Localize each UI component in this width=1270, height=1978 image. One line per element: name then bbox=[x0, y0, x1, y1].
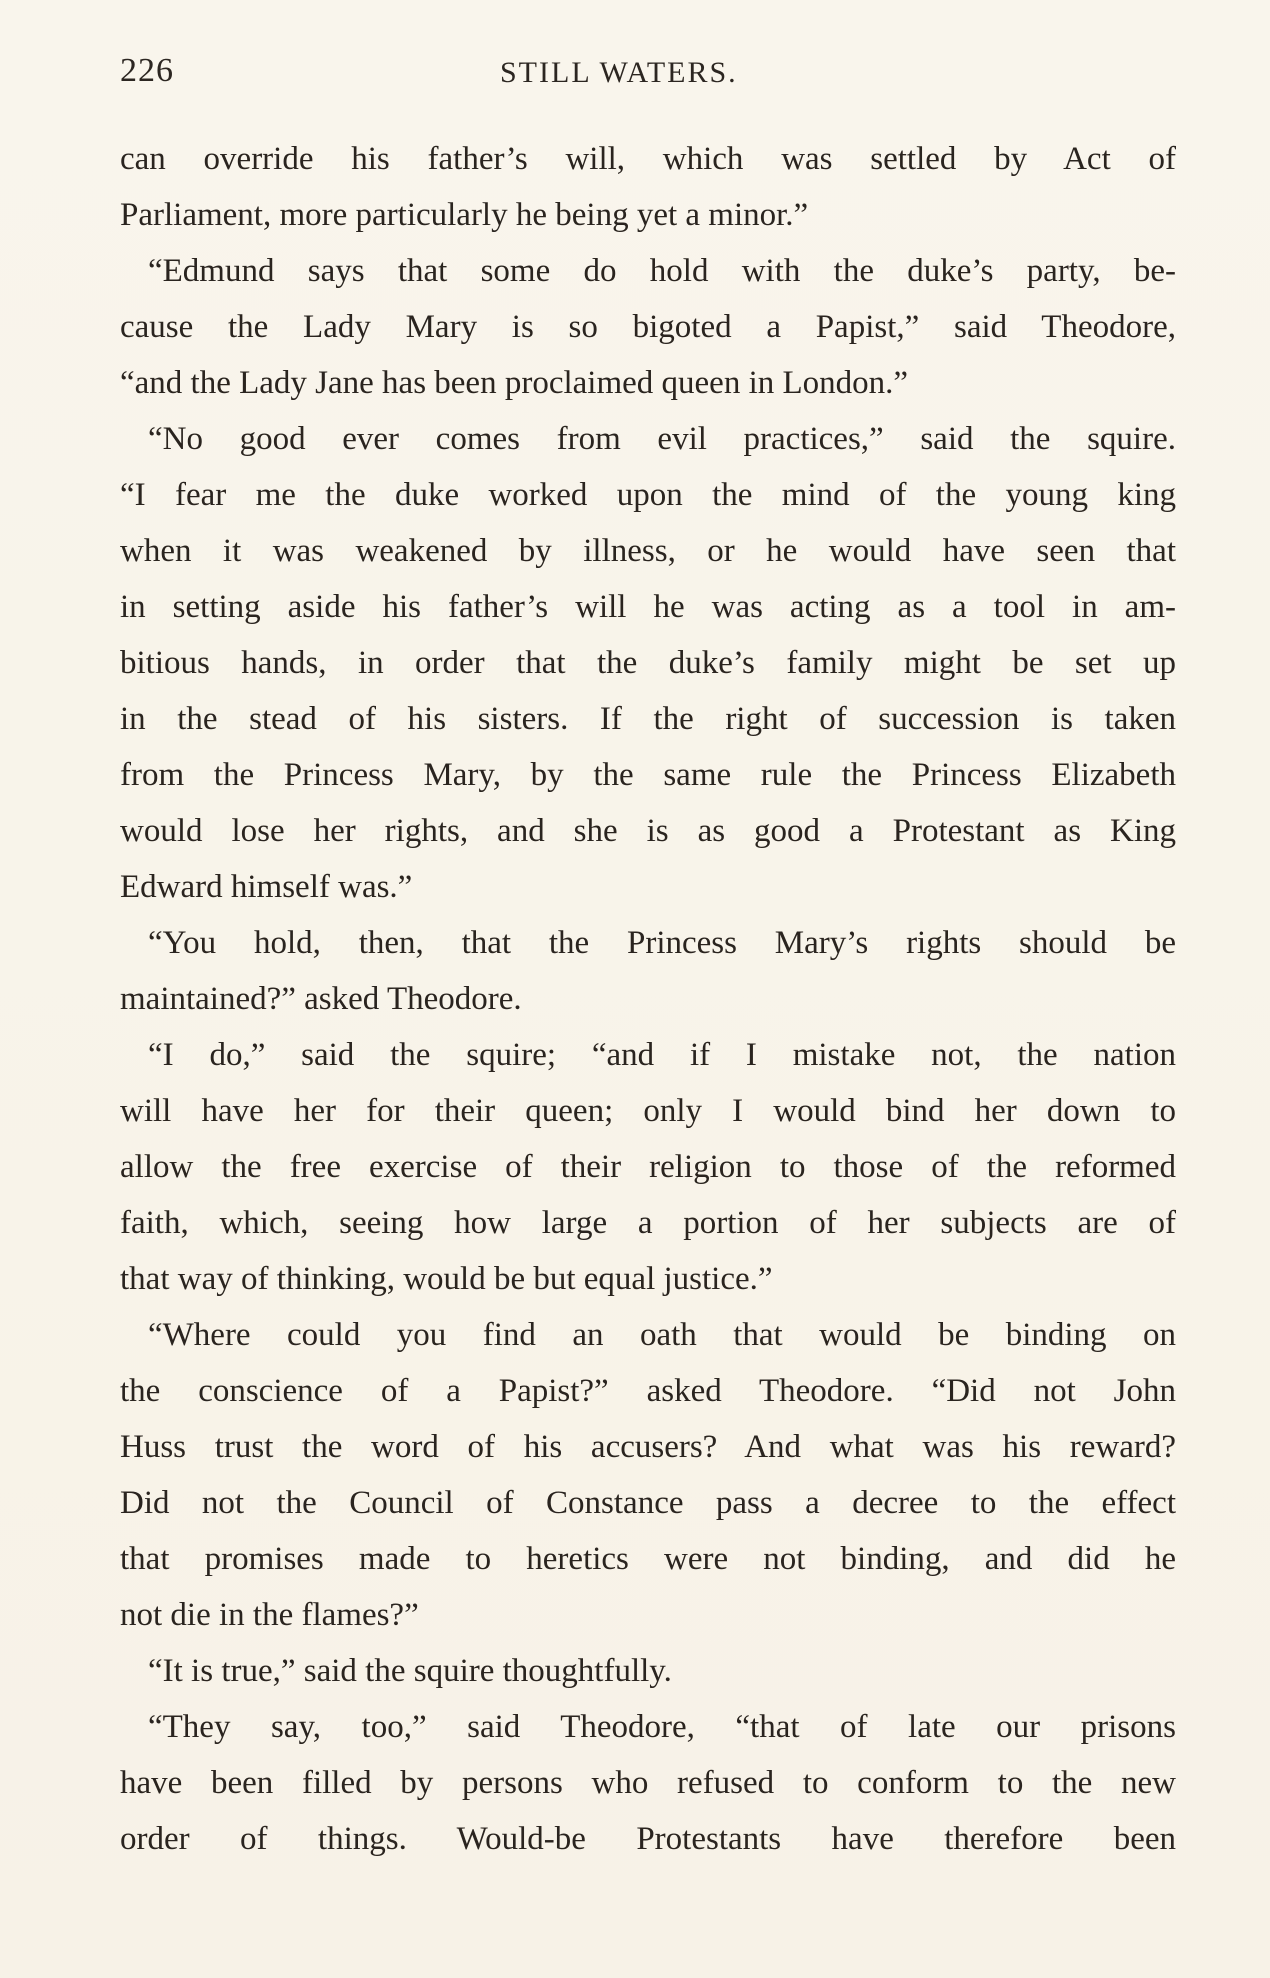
running-head: STILL WATERS. bbox=[500, 56, 738, 89]
text-line: can override his father’s will, which was settled by Act of bbox=[120, 141, 1176, 177]
text-line: would lose her rights, and she is as good a Protestant as King bbox=[120, 813, 1176, 849]
text-line: maintained?” asked Theodore. bbox=[120, 981, 522, 1017]
text-line: cause the Lady Mary is so bigoted a Papist,” said Theodore, bbox=[120, 309, 1176, 345]
text-line: have been filled by persons who refused to conform to the new bbox=[120, 1765, 1176, 1801]
text-line: from the Princess Mary, by the same rule the Princess Elizabeth bbox=[120, 757, 1176, 793]
page-number: 226 bbox=[120, 52, 174, 89]
text-line: Parliament, more particularly he being yet a minor.” bbox=[120, 197, 809, 233]
text-line: in setting aside his father’s will he was acting as a tool in am- bbox=[120, 589, 1176, 625]
text-line: that promises made to heretics were not binding, and did he bbox=[120, 1541, 1176, 1577]
text-line: Edward himself was.” bbox=[120, 869, 413, 905]
text-line: “and the Lady Jane has been proclaimed queen in London.” bbox=[120, 365, 909, 401]
text-line: allow the free exercise of their religion to those of the reformed bbox=[120, 1149, 1176, 1185]
text-line: “Where could you find an oath that would be binding on bbox=[148, 1317, 1176, 1353]
text-line: “No good ever comes from evil practices,” said the squire. bbox=[148, 421, 1176, 457]
text-line: “They say, too,” said Theodore, “that of late our prisons bbox=[148, 1709, 1176, 1745]
text-line: “I fear me the duke worked upon the mind of the young king bbox=[120, 477, 1176, 513]
text-line: the conscience of a Papist?” asked Theodore. “Did not John bbox=[120, 1373, 1176, 1409]
text-line: “Edmund says that some do hold with the duke’s party, be- bbox=[148, 253, 1176, 289]
text-line: “It is true,” said the squire thoughtfully. bbox=[148, 1653, 672, 1689]
text-line: Huss trust the word of his accusers? And what was his reward? bbox=[120, 1429, 1176, 1465]
body-text bbox=[120, 131, 1176, 1867]
page-header bbox=[120, 52, 1180, 102]
text-line: that way of thinking, would be but equal justice.” bbox=[120, 1261, 773, 1297]
text-line: in the stead of his sisters. If the right of succession is taken bbox=[120, 701, 1176, 737]
text-line: order of things. Would-be Protestants have therefore been bbox=[120, 1821, 1176, 1857]
text-line: Did not the Council of Constance pass a decree to the effect bbox=[120, 1485, 1176, 1521]
text-line: faith, which, seeing how large a portion of her subjects are of bbox=[120, 1205, 1176, 1241]
text-line: bitious hands, in order that the duke’s family might be set up bbox=[120, 645, 1176, 681]
text-line: “I do,” said the squire; “and if I mistake not, the nation bbox=[148, 1037, 1176, 1073]
text-line: not die in the flames?” bbox=[120, 1597, 419, 1633]
text-line: when it was weakened by illness, or he would have seen that bbox=[120, 533, 1176, 569]
text-line: “You hold, then, that the Princess Mary’s rights should be bbox=[148, 925, 1176, 961]
text-line: will have her for their queen; only I would bind her down to bbox=[120, 1093, 1176, 1129]
